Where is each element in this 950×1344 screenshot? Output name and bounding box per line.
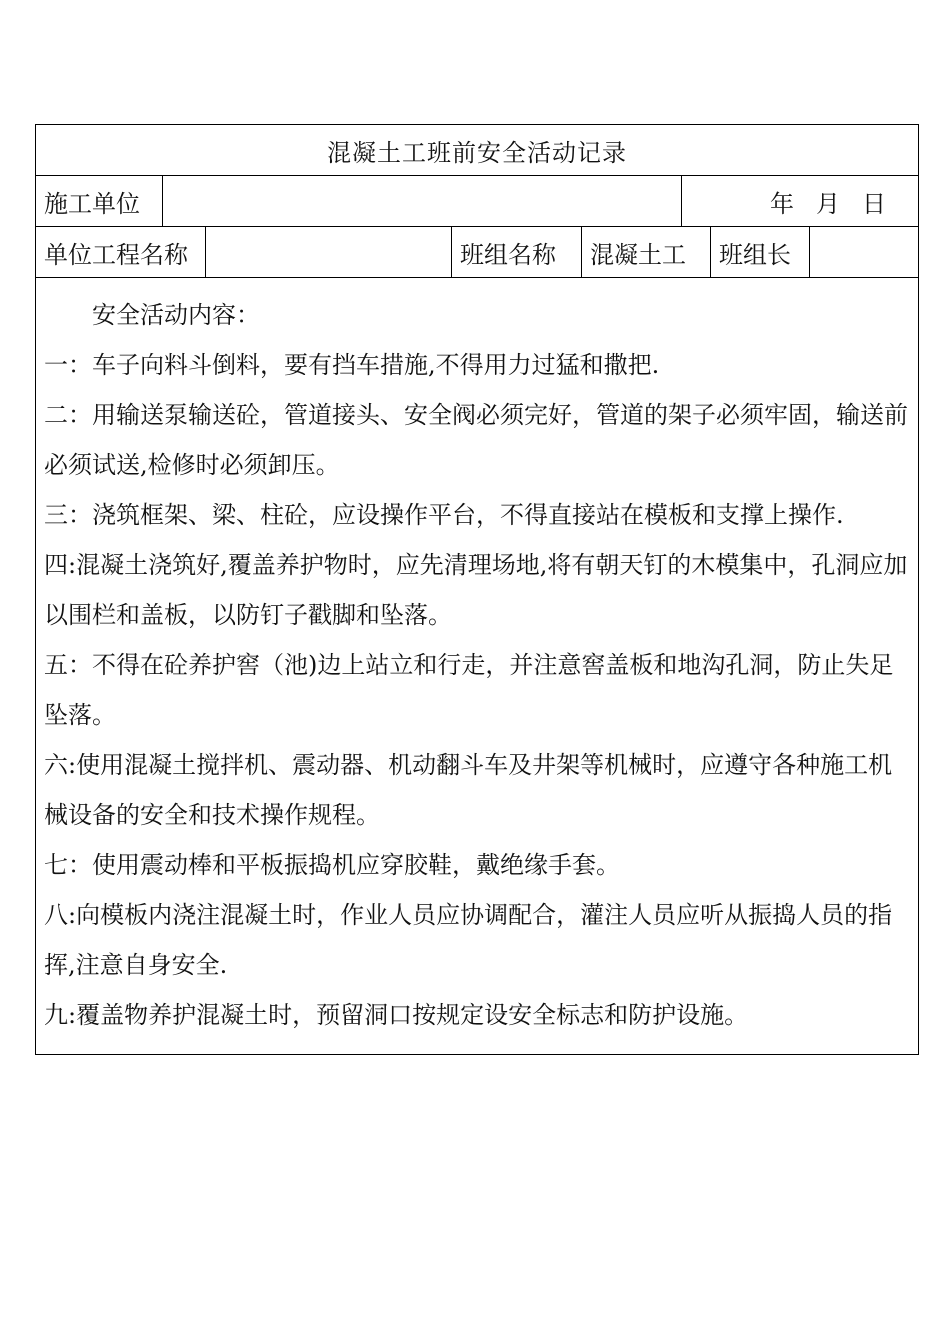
date-day: 日	[862, 189, 886, 218]
date-year: 年	[770, 189, 794, 218]
project-name-field[interactable]	[206, 227, 452, 277]
form-title: 混凝土工班前安全活动记录	[327, 138, 627, 167]
date-field[interactable]	[682, 176, 918, 226]
project-info-row	[36, 227, 918, 278]
team-leader-field[interactable]	[810, 227, 918, 277]
form-title-row	[36, 125, 918, 176]
content-item: 五：不得在砼养护窖（池)边上站立和行走，并注意窖盖板和地沟孔洞，防止失足坠落。	[44, 651, 894, 729]
content-item: 九:覆盖物养护混凝土时，预留洞口按规定设安全标志和防护设施。	[44, 1001, 749, 1029]
construction-unit-row	[36, 176, 918, 227]
team-name-field[interactable]: 混凝土工	[582, 227, 711, 277]
date-month: 月	[816, 189, 840, 218]
activity-content	[36, 278, 918, 1054]
team-name-label: 班组名称	[452, 227, 582, 277]
content-item: 二：用输送泵输送砼，管道接头、安全阀必须完好，管道的架子必须牢固，输送前必须试送,检修时必须卸压。	[44, 401, 908, 479]
content-heading: 安全活动内容：	[92, 301, 260, 329]
content-item: 一：车子向料斗倒料，要有挡车措施,不得用力过猛和撒把.	[44, 351, 660, 379]
construction-unit-label: 施工单位	[36, 176, 163, 226]
content-item: 四:混凝土浇筑好,覆盖养护物时，应先清理场地,将有朝天钉的木模集中，孔洞应加以围栏和盖板，以防钉子戳脚和坠落。	[44, 551, 908, 629]
safety-activity-form	[35, 124, 919, 1055]
team-leader-label: 班组长	[711, 227, 810, 277]
content-item: 六:使用混凝土搅拌机、震动器、机动翻斗车及井架等机械时，应遵守各种施工机械设备的安全和技术操作规程。	[44, 751, 893, 829]
content-item: 三：浇筑框架、梁、柱砼，应设操作平台，不得直接站在模板和支撑上操作.	[44, 501, 844, 529]
content-item: 八:向模板内浇注混凝土时，作业人员应协调配合，灌注人员应听从振捣人员的指挥,注意自身安全.	[44, 901, 893, 979]
project-name-label: 单位工程名称	[36, 227, 206, 277]
content-item: 七：使用震动棒和平板振捣机应穿胶鞋，戴绝缘手套。	[44, 851, 620, 879]
construction-unit-field[interactable]	[163, 176, 682, 226]
